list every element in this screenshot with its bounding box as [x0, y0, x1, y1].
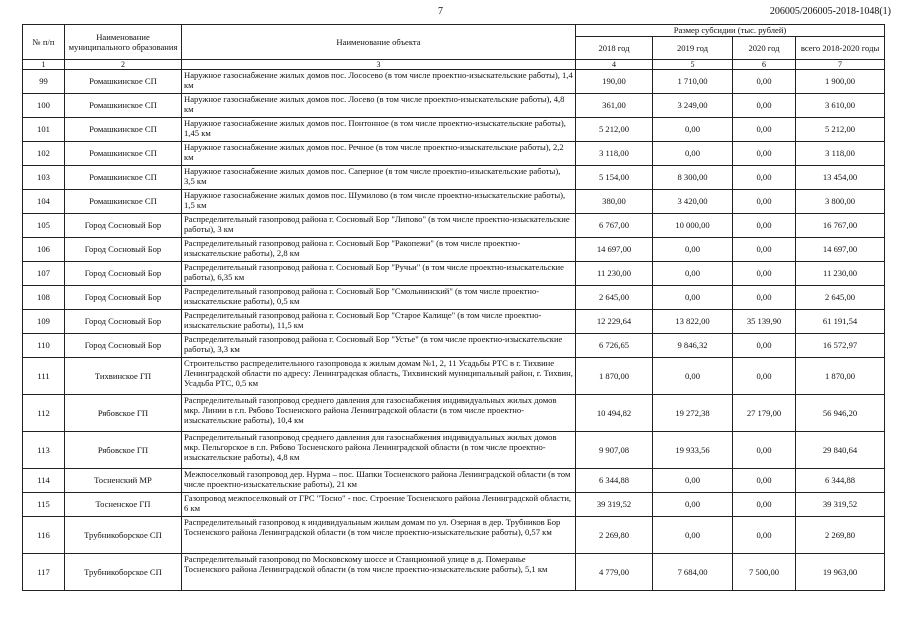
row-municipality: Город Сосновый Бор: [65, 214, 182, 238]
row-subsidy-2020: 35 139,90: [733, 310, 796, 334]
row-object: Межпоселковый газопровод дер. Нурма – пос. Шапки Тосненского района Ленинградской области (в том числе проектно-изыскательские работы), 21 км: [182, 469, 576, 493]
row-municipality: Город Сосновый Бор: [65, 262, 182, 286]
row-object: Распределительный газопровод среднего давления для газоснабжения индивидуальных жилых домов мкр. Пельгорское в г.п. Рябово Тосненского района Ленинградской области (в том числе проектно-изыскательские работы), 4,8 км: [182, 432, 576, 469]
column-index-cell: 6: [733, 60, 796, 70]
row-subsidy-total: 1 900,00: [796, 70, 885, 94]
row-subsidy-total: 2 645,00: [796, 286, 885, 310]
row-subsidy-2020: 7 500,00: [733, 554, 796, 591]
row-municipality: Город Сосновый Бор: [65, 238, 182, 262]
row-subsidy-2018: 2 269,80: [576, 517, 653, 554]
row-number: 107: [23, 262, 65, 286]
row-subsidy-2018: 11 230,00: [576, 262, 653, 286]
table-row: [23, 358, 885, 395]
row-subsidy-2019: 10 000,00: [653, 214, 733, 238]
table-row: [23, 238, 885, 262]
row-number: 100: [23, 94, 65, 118]
row-subsidy-2018: 3 118,00: [576, 142, 653, 166]
row-subsidy-2020: 27 179,00: [733, 395, 796, 432]
row-municipality: Трубникоборское СП: [65, 554, 182, 591]
row-subsidy-2019: 0,00: [653, 286, 733, 310]
row-municipality: Трубникоборское СП: [65, 517, 182, 554]
table-row: [23, 262, 885, 286]
table-row: [23, 142, 885, 166]
row-municipality: Город Сосновый Бор: [65, 286, 182, 310]
row-subsidy-2018: 380,00: [576, 190, 653, 214]
table-row: [23, 70, 885, 94]
row-subsidy-2020: 0,00: [733, 517, 796, 554]
row-subsidy-2018: 6 726,65: [576, 334, 653, 358]
row-subsidy-2019: 19 272,38: [653, 395, 733, 432]
row-subsidy-2018: 39 319,52: [576, 493, 653, 517]
column-index-row: [23, 60, 885, 70]
table-row: [23, 469, 885, 493]
header-municipality: Наименование муниципального образования: [65, 25, 182, 60]
row-object: Наружное газоснабжение жилых домов пос. Лосево (в том числе проектно-изыскательские работы), 4,8 км: [182, 94, 576, 118]
column-index-cell: 7: [796, 60, 885, 70]
row-number: 115: [23, 493, 65, 517]
row-object: Наружное газоснабжение жилых домов пос. Саперное (в том числе проектно-изыскательские работы), 3,5 км: [182, 166, 576, 190]
row-subsidy-total: 16 572,97: [796, 334, 885, 358]
row-subsidy-2018: 5 154,00: [576, 166, 653, 190]
row-subsidy-2019: 19 933,56: [653, 432, 733, 469]
header-2020: 2020 год: [733, 37, 796, 60]
column-index-cell: 4: [576, 60, 653, 70]
row-object: Распределительный газопровод района г. Сосновый Бор "Ракопежи" (в том числе проектно-изыскательские работы), 2,8 км: [182, 238, 576, 262]
row-object: Распределительный газопровод по Московскому шоссе и Станционной улице в д. Померанье Тосненского района Ленинградской области (в том числе проектно-изыскательские работы), 5,1 км: [182, 554, 576, 591]
row-subsidy-total: 3 610,00: [796, 94, 885, 118]
table-row: [23, 94, 885, 118]
row-object: Наружное газоснабжение жилых домов пос. Шумилово (в том числе проектно-изыскательские работы), 1,5 км: [182, 190, 576, 214]
row-subsidy-total: 1 870,00: [796, 358, 885, 395]
row-subsidy-2019: 0,00: [653, 517, 733, 554]
row-subsidy-2020: 0,00: [733, 432, 796, 469]
row-object: Газопровод межпоселковый от ГРС "Тосно" - пос. Строение Тосненского района Ленинградской области, 6 км: [182, 493, 576, 517]
row-number: 102: [23, 142, 65, 166]
row-object: Распределительный газопровод района г. Сосновый Бор "Старое Калище" (в том числе проектно-изыскательские работы), 11,5 км: [182, 310, 576, 334]
column-index-cell: 1: [23, 60, 65, 70]
row-object: Распределительный газопровод района г. Сосновый Бор "Устье" (в том числе проектно-изыскательские работы), 3,3 км: [182, 334, 576, 358]
row-subsidy-2020: 0,00: [733, 286, 796, 310]
row-subsidy-total: 2 269,80: [796, 517, 885, 554]
row-subsidy-2020: 0,00: [733, 142, 796, 166]
table-row: [23, 214, 885, 238]
row-object: Распределительный газопровод среднего давления для газоснабжения индивидуальных жилых домов мкр. Линии в г.п. Рябово Тосненского района Ленинградской области (в том числе проектно-изыскательские работы), 10,4 км: [182, 395, 576, 432]
row-subsidy-2020: 0,00: [733, 214, 796, 238]
row-subsidy-2020: 0,00: [733, 94, 796, 118]
header-num: № п/п: [23, 25, 65, 60]
column-index-cell: 2: [65, 60, 182, 70]
row-number: 105: [23, 214, 65, 238]
row-subsidy-total: 11 230,00: [796, 262, 885, 286]
row-subsidy-2020: 0,00: [733, 358, 796, 395]
row-number: 109: [23, 310, 65, 334]
row-subsidy-total: 61 191,54: [796, 310, 885, 334]
table-row: [23, 118, 885, 142]
row-subsidy-2019: 3 249,00: [653, 94, 733, 118]
row-number: 101: [23, 118, 65, 142]
row-municipality: Город Сосновый Бор: [65, 334, 182, 358]
row-object: Наружное газоснабжение жилых домов пос. Речное (в том числе проектно-изыскательские работы), 2,2 км: [182, 142, 576, 166]
header-total: всего 2018-2020 годы: [796, 37, 885, 60]
row-subsidy-2020: 0,00: [733, 334, 796, 358]
row-subsidy-2019: 0,00: [653, 142, 733, 166]
row-subsidy-total: 6 344,88: [796, 469, 885, 493]
row-subsidy-2018: 4 779,00: [576, 554, 653, 591]
row-number: 114: [23, 469, 65, 493]
row-subsidy-total: 29 840,64: [796, 432, 885, 469]
row-number: 108: [23, 286, 65, 310]
row-object: Наружное газоснабжение жилых домов пос. Понтонное (в том числе проектно-изыскательские работы), 1,45 км: [182, 118, 576, 142]
table-body: [23, 70, 885, 591]
row-subsidy-2019: 0,00: [653, 262, 733, 286]
row-subsidy-2018: 14 697,00: [576, 238, 653, 262]
row-subsidy-2019: 9 846,32: [653, 334, 733, 358]
row-subsidy-2018: 6 344,88: [576, 469, 653, 493]
row-subsidy-total: 14 697,00: [796, 238, 885, 262]
row-municipality: Тосненское ГП: [65, 493, 182, 517]
row-subsidy-2018: 5 212,00: [576, 118, 653, 142]
row-municipality: Город Сосновый Бор: [65, 310, 182, 334]
row-number: 99: [23, 70, 65, 94]
table-row: [23, 310, 885, 334]
row-municipality: Ромашкинское СП: [65, 70, 182, 94]
row-number: 104: [23, 190, 65, 214]
header-2019: 2019 год: [653, 37, 733, 60]
row-subsidy-2018: 361,00: [576, 94, 653, 118]
row-subsidy-2018: 1 870,00: [576, 358, 653, 395]
row-municipality: Ромашкинское СП: [65, 190, 182, 214]
document-number: 206005/206005-2018-1048(1): [769, 6, 891, 17]
row-object: Распределительный газопровод района г. Сосновый Бор "Ручьи" (в том числе проектно-изыскательские работы), 6,35 км: [182, 262, 576, 286]
row-number: 106: [23, 238, 65, 262]
table-row: [23, 517, 885, 554]
row-subsidy-2020: 0,00: [733, 238, 796, 262]
table-row: [23, 395, 885, 432]
table-row: [23, 554, 885, 591]
row-subsidy-2019: 0,00: [653, 493, 733, 517]
row-subsidy-2019: 1 710,00: [653, 70, 733, 94]
row-subsidy-2020: 0,00: [733, 118, 796, 142]
row-number: 111: [23, 358, 65, 395]
row-subsidy-total: 3 118,00: [796, 142, 885, 166]
row-subsidy-2019: 13 822,00: [653, 310, 733, 334]
row-number: 103: [23, 166, 65, 190]
row-subsidy-2019: 0,00: [653, 358, 733, 395]
row-object: Строительство распределительного газопровода к жилым домам №1, 2, 11 Усадьбы РТС в г. Тихвине Ленинградской области по адресу: Ленинградская область, Тихвинский муниципальный район, г. Тихвин, Усадьба РТС, 0,5 км: [182, 358, 576, 395]
row-subsidy-2020: 0,00: [733, 262, 796, 286]
table-row: [23, 493, 885, 517]
row-municipality: Ромашкинское СП: [65, 118, 182, 142]
row-subsidy-total: 39 319,52: [796, 493, 885, 517]
row-number: 110: [23, 334, 65, 358]
row-municipality: Тосненский МР: [65, 469, 182, 493]
row-subsidy-2018: 9 907,08: [576, 432, 653, 469]
row-subsidy-2020: 0,00: [733, 190, 796, 214]
row-subsidy-2018: 6 767,00: [576, 214, 653, 238]
row-number: 117: [23, 554, 65, 591]
header-2018: 2018 год: [576, 37, 653, 60]
row-subsidy-2019: 0,00: [653, 469, 733, 493]
row-subsidy-total: 13 454,00: [796, 166, 885, 190]
row-subsidy-2018: 2 645,00: [576, 286, 653, 310]
table-row: [23, 190, 885, 214]
row-subsidy-total: 5 212,00: [796, 118, 885, 142]
row-municipality: Ромашкинское СП: [65, 142, 182, 166]
row-municipality: Рябовское ГП: [65, 432, 182, 469]
row-subsidy-2019: 8 300,00: [653, 166, 733, 190]
row-municipality: Рябовское ГП: [65, 395, 182, 432]
row-subsidy-2020: 0,00: [733, 469, 796, 493]
table-row: [23, 286, 885, 310]
table-row: [23, 334, 885, 358]
column-index-cell: 5: [653, 60, 733, 70]
header-subsidy-group: Размер субсидии (тыс. рублей): [576, 25, 885, 37]
row-municipality: Ромашкинское СП: [65, 94, 182, 118]
row-subsidy-total: 16 767,00: [796, 214, 885, 238]
row-subsidy-2019: 3 420,00: [653, 190, 733, 214]
row-number: 112: [23, 395, 65, 432]
row-object: Распределительный газопровод района г. Сосновый Бор "Липово" (в том числе проектно-изыскательские работы), 3 км: [182, 214, 576, 238]
row-municipality: Ромашкинское СП: [65, 166, 182, 190]
row-object: Распределительный газопровод района г. Сосновый Бор "Смольнинский" (в том числе проектно-изыскательские работы), 0,5 км: [182, 286, 576, 310]
column-index-cell: 3: [182, 60, 576, 70]
page-number: 7: [438, 6, 443, 17]
table-row: [23, 432, 885, 469]
row-subsidy-2019: 0,00: [653, 238, 733, 262]
row-municipality: Тихвинское ГП: [65, 358, 182, 395]
row-subsidy-2020: 0,00: [733, 166, 796, 190]
row-object: Наружное газоснабжение жилых домов пос. Лососево (в том числе проектно-изыскательские работы), 1,4 км: [182, 70, 576, 94]
row-subsidy-2018: 190,00: [576, 70, 653, 94]
row-subsidy-total: 19 963,00: [796, 554, 885, 591]
row-subsidy-total: 3 800,00: [796, 190, 885, 214]
table-row: [23, 166, 885, 190]
row-object: Распределительный газопровод к индивидуальным жилым домам по ул. Озерная в дер. Трубников Бор Тосненского района Ленинградской области (в том числе проектно-изыскательские работы), 0,57 км: [182, 517, 576, 554]
subsidy-table: [22, 24, 885, 591]
row-subsidy-2018: 12 229,64: [576, 310, 653, 334]
row-number: 113: [23, 432, 65, 469]
row-number: 116: [23, 517, 65, 554]
row-subsidy-2020: 0,00: [733, 493, 796, 517]
row-subsidy-2019: 0,00: [653, 118, 733, 142]
row-subsidy-total: 56 946,20: [796, 395, 885, 432]
row-subsidy-2020: 0,00: [733, 70, 796, 94]
header-object: Наименование объекта: [182, 25, 576, 60]
row-subsidy-2018: 10 494,82: [576, 395, 653, 432]
row-subsidy-2019: 7 684,00: [653, 554, 733, 591]
